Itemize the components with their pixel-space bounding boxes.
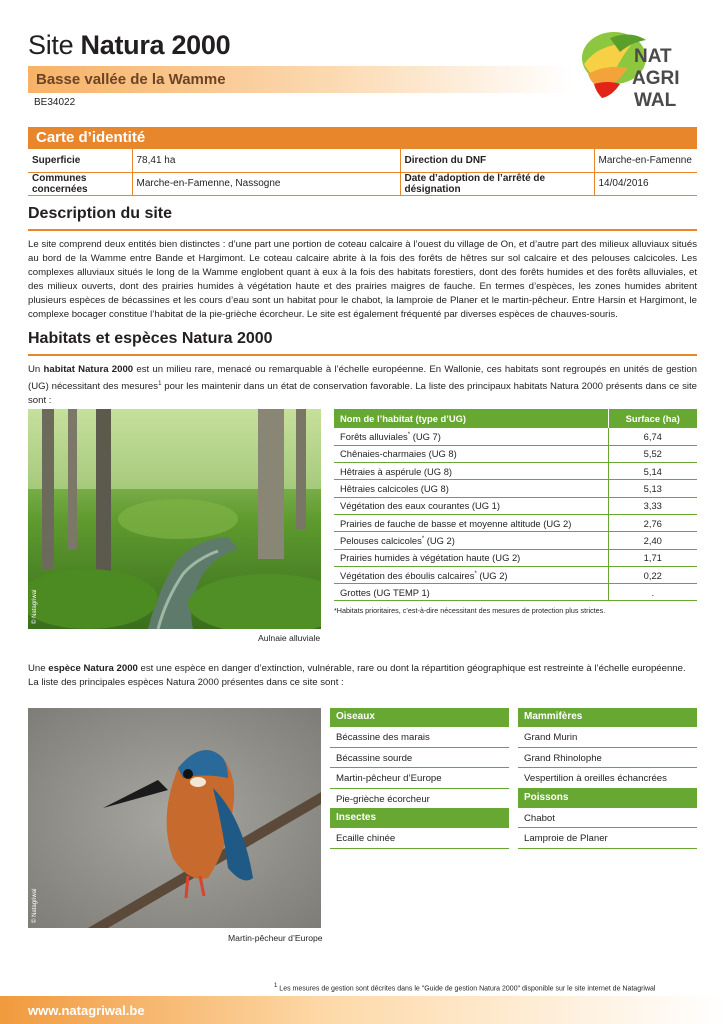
list-item: Martin-pêcheur d’Europe xyxy=(330,768,509,789)
priority-footnote: *Habitats prioritaires, c’est-à-dire nécessitant des mesures de protection plus strictes. xyxy=(334,606,606,615)
date-label: Date d’adoption de l’arrêté de désignation xyxy=(400,172,594,195)
species-column-right xyxy=(518,708,697,849)
page-title: Site Natura 2000 xyxy=(28,30,231,60)
subtitle-bar xyxy=(28,66,573,93)
list-item: Vespertilion à oreilles échancrées xyxy=(518,768,697,789)
group-mammals: Mammifères xyxy=(518,708,697,727)
list-item: Chabot xyxy=(518,808,697,829)
list-item: Bécassine des marais xyxy=(330,727,509,748)
table-row: Hêtraies à aspérule (UG 8) 5,14 xyxy=(334,463,697,480)
divider xyxy=(28,229,697,231)
superficie-label: Superficie xyxy=(28,149,132,172)
management-footnote: $^1$ Les mesures de gestion sont décrites dans le "Guide de gestion Natura 2000" disponible sur le site internet de Natagriwal xyxy=(274,983,656,993)
list-item: Ecaille chinée xyxy=(330,828,509,849)
table-row xyxy=(28,149,697,172)
alder-forest-photo xyxy=(28,409,321,629)
superficie-value: 78,41 ha xyxy=(132,149,400,172)
table-row: Végétation des eaux courantes (UG 1) 3,33 xyxy=(334,497,697,514)
species-intro: Une espèce Natura 2000 est une espèce en danger d’extinction, vulnérable, rare ou dont la répartition géographique est restreinte à l’échelle européenne. La liste des principales espèces Natura 2000 présentes dans ce site sont : xyxy=(28,663,686,688)
natagriwal-logo xyxy=(580,24,698,120)
column-header-surface: Surface (ha) xyxy=(608,409,697,428)
divider xyxy=(28,354,697,356)
table-row xyxy=(28,172,697,195)
description-text: Le site comprend deux entités bien distinctes : d’une part une portion de coteau calcaire à l’ouest du village de On, et d’autre part des milieux alluviaux situés au bord de la Wamme entre Bande et Hargimont. Le coteau calcaire abrite à la fois des forêts de hêtres sur sol calcaire et des pelouses calcicoles. Les complexes alluviaux situés le long de la Wamme englobent quant à eux à la fois des habitats forestiers, dont des forêts humides et des forêts alluviales, et des milieux ouverts, dont des prairies humides à végétation haute et des prairies maigres de fauche. En termes d’espèces, les zones humides abritent plusieurs espèces de bécassines et les cours d’eau sont un habitat pour le chabot, la lamproie de Planer et le martin-pêcheur. Entre Harsin et Hargimont, le complexe bocager constitue l’habitat de la pie-grièche écorcheur. Le site est également fréquenté par diverses espèces de chauves-souris. xyxy=(28,239,697,320)
species-column-left xyxy=(330,708,509,849)
dnf-label: Direction du DNF xyxy=(400,149,594,172)
logo-text-2: AGRI xyxy=(632,68,680,89)
logo-text-1: NAT xyxy=(634,46,672,67)
dnf-value: Marche-en-Famenne xyxy=(594,149,697,172)
table-row: Forêts alluviales* (UG 7) 6,74 xyxy=(334,428,697,445)
list-item: Pie-grièche écorcheur xyxy=(330,789,509,810)
identity-heading: Carte d’identité xyxy=(28,127,697,149)
habitats-heading: Habitats et espèces Natura 2000 xyxy=(28,330,273,347)
photo-caption: Martin-pêcheur d’Europe xyxy=(228,933,323,943)
table-row: Végétation des éboulis calcaires* (UG 2) 0,22 xyxy=(334,566,697,583)
description-heading: Description du site xyxy=(28,205,173,222)
habitats-table xyxy=(334,409,697,601)
table-row: Hêtraies calcicoles (UG 8) 5,13 xyxy=(334,480,697,497)
table-row: Prairies humides à végétation haute (UG 2) 1,71 xyxy=(334,549,697,566)
table-header-row xyxy=(334,409,697,428)
list-item: Grand Rhinolophe xyxy=(518,748,697,769)
group-birds: Oiseaux xyxy=(330,708,509,727)
website-link[interactable]: www.natagriwal.be xyxy=(28,1003,145,1018)
date-value: 14/04/2016 xyxy=(594,172,697,195)
list-item: Grand Murin xyxy=(518,727,697,748)
photo-credit: © Natagriwal xyxy=(32,589,38,624)
table-row: Prairies de fauche de basse et moyenne altitude (UG 2) 2,76 xyxy=(334,514,697,531)
table-row: Pelouses calcicoles* (UG 2) 2,40 xyxy=(334,532,697,549)
communes-label: Communes concernées xyxy=(28,172,132,195)
logo-text-3: WAL xyxy=(634,90,677,111)
communes-value: Marche-en-Famenne, Nassogne xyxy=(132,172,400,195)
site-code: BE34022 xyxy=(34,97,76,108)
column-header-name: Nom de l’habitat (type d’UG) xyxy=(334,409,608,428)
table-row: Chênaies-charmaies (UG 8) 5,52 xyxy=(334,445,697,462)
group-fish: Poissons xyxy=(518,789,697,808)
table-row: Grottes (UG TEMP 1) . xyxy=(334,584,697,601)
list-item: Lamproie de Planer xyxy=(518,828,697,849)
photo-caption: Aulnaie alluviale xyxy=(258,633,321,643)
photo-credit: © Natagriwal xyxy=(32,888,38,923)
habitats-intro: Un habitat Natura 2000 est un milieu rare, menacé ou remarquable à l’échelle européenne. En Wallonie, ces habitats sont regroupés en unités de gestion (UG) nécessitant des mesures$^1$ pour les maintenir dans un état de conservation favorable. La liste des principaux habitats Natura 2000 présents dans ce site sont : xyxy=(28,364,698,407)
group-insects: Insectes xyxy=(330,809,509,828)
list-item: Bécassine sourde xyxy=(330,748,509,769)
kingfisher-photo xyxy=(28,708,321,928)
identity-table xyxy=(28,149,697,196)
site-name: Basse vallée de la Wamme xyxy=(36,71,226,88)
